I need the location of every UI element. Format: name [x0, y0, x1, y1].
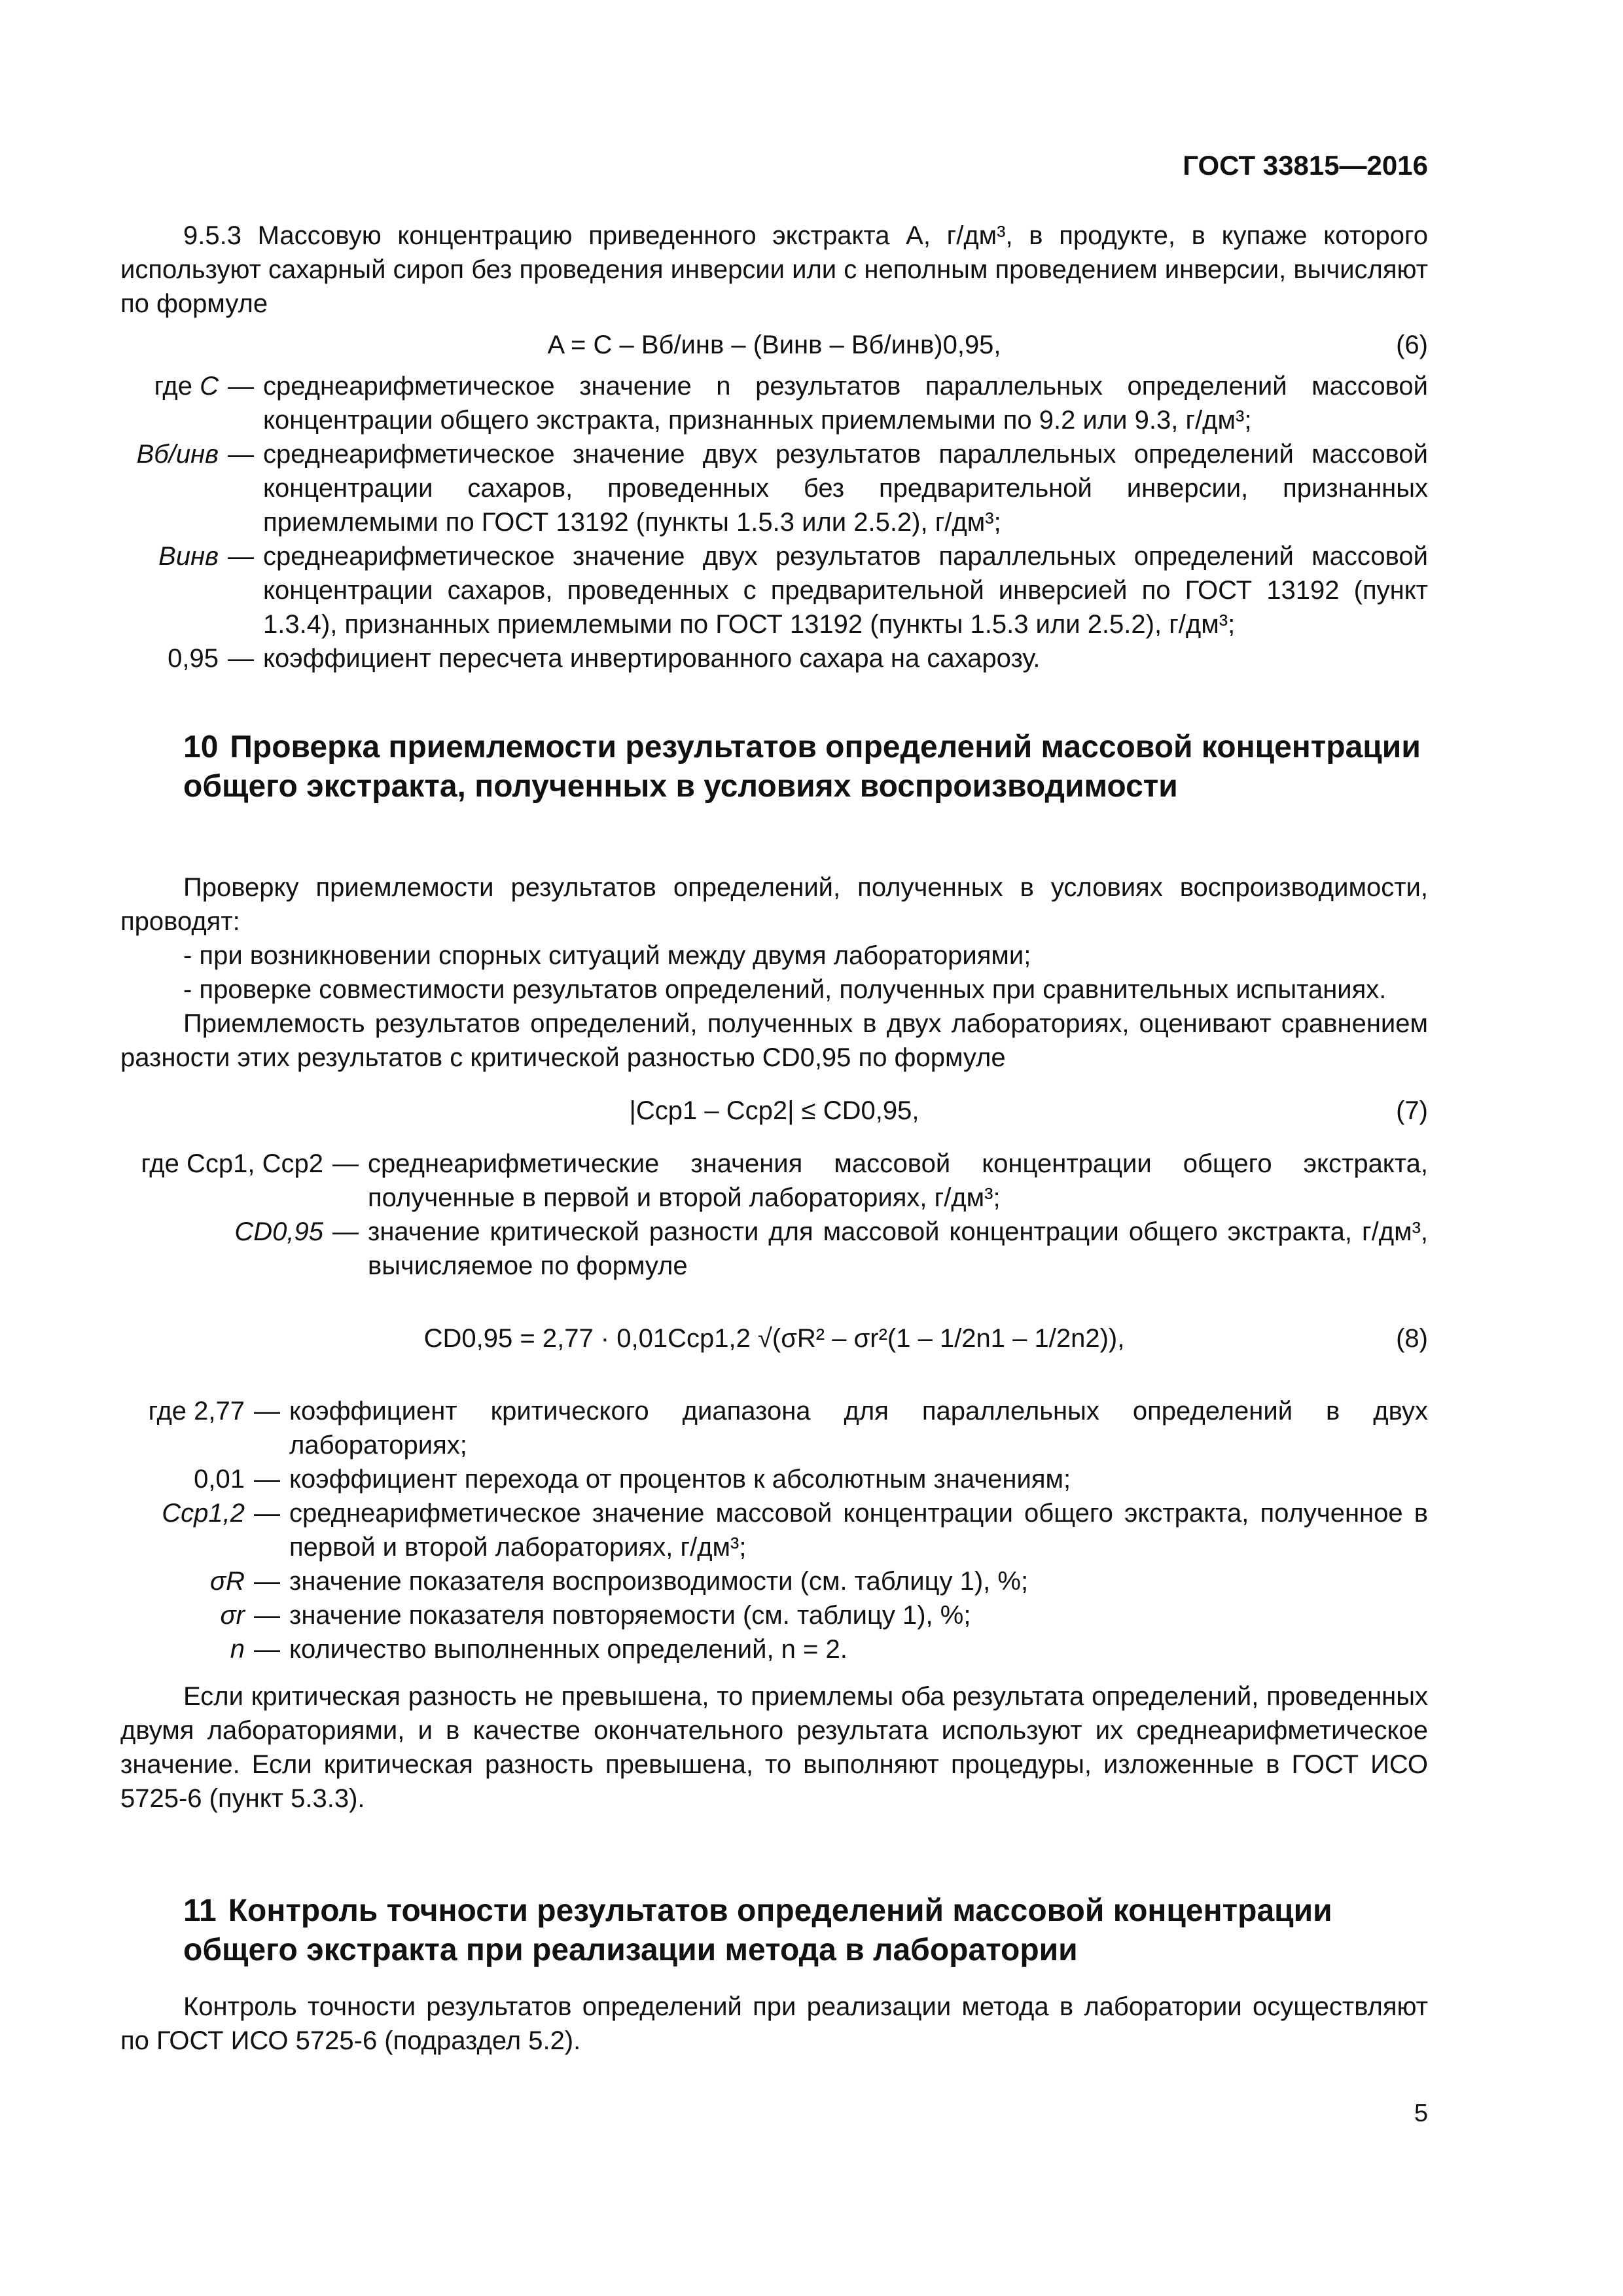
definition-dash: — — [228, 440, 254, 469]
definition-term: где Cср1, Cср2 — [141, 1149, 323, 1178]
section-10-conclusion: Если критическая разность не превышена, то приемлемы оба результата определений, проведенных двумя лабораториями, и в качестве окончательного результата используют их среднеарифметическое значение. Если критическая разность превышена, то выполняют процедуры, изложенные в ГОСТ ИСО 5725-6 (пункт 5.3.3). — [120, 1682, 1428, 1813]
definition-text: коэффициент перехода от процентов к абсолютным значениям; — [289, 1465, 1071, 1494]
definition-row — [120, 437, 1428, 539]
definition-dash: — — [254, 1635, 280, 1664]
definition-term: n — [230, 1635, 245, 1664]
definition-row — [120, 1496, 1428, 1564]
definition-dash: — — [254, 1601, 280, 1630]
section-11 — [120, 1892, 1428, 2058]
formula-6-definitions — [120, 369, 1428, 675]
page-number: 5 — [1414, 2100, 1428, 2127]
section-10-heading: 10 Проверка приемлемости результатов определений массовой концентрации общего экстракта, полученных в условиях воспроизводимости — [183, 730, 1421, 804]
definition-text: среднеарифметическое значение двух результатов параллельных определений массовой концентрации сахаров, проведенных без предварительной инверсии, признанных приемлемыми по ГОСТ 13192 (пункты 1.5.3 или 2.5.2), г/дм³; — [263, 440, 1428, 537]
definition-term: 0,01 — [194, 1465, 245, 1494]
definition-dash: — — [254, 1567, 280, 1596]
definition-dash: — — [254, 1465, 280, 1494]
definition-dash: — — [228, 644, 254, 673]
definition-text: коэффициент пересчета инвертированного сахара на сахарозу. — [263, 644, 1041, 673]
definition-row — [120, 369, 1428, 437]
definition-dash: — — [228, 372, 254, 401]
definition-dash: — — [228, 542, 254, 571]
definition-row — [120, 1598, 1428, 1632]
section-10-compare: Приемлемость результатов определений, полученных в двух лабораториях, оценивают сравнением разности этих результатов с критической разностью CD0,95 по формуле — [120, 1009, 1428, 1072]
definition-term: где C — [154, 372, 219, 401]
definition-text: среднеарифметическое значение n результатов параллельных определений массовой концентрации общего экстракта, признанных приемлемыми по 9.2 или 9.3, г/дм³; — [263, 372, 1428, 435]
definition-term: Bинв — [158, 542, 219, 571]
definition-text: количество выполненных определений, n = 2. — [289, 1635, 847, 1664]
section-11-heading: 11 Контроль точности результатов определений массовой концентрации общего экстракта при реализации метода в лаборатории — [183, 1893, 1332, 1967]
list-item: - при возникновении спорных ситуаций между двумя лабораториями; — [183, 941, 1031, 970]
formula-8 — [120, 1283, 1428, 1394]
definition-text: значение показателя повторяемости (см. таблицу 1), %; — [289, 1601, 971, 1630]
formula-6-expression: A = C – Bб/инв – (Bинв – Bб/инв)0,95, — [547, 331, 1001, 359]
definition-text: значение критической разности для массовой концентрации общего экстракта, г/дм³, вычисляемое по формуле — [368, 1217, 1428, 1280]
formula-7-definitions — [120, 1147, 1428, 1283]
definition-row — [120, 539, 1428, 641]
definition-dash: — — [332, 1217, 359, 1246]
definition-dash: — — [254, 1397, 280, 1426]
definition-term: Bб/инв — [136, 440, 219, 469]
formula-8-definitions — [120, 1394, 1428, 1666]
formula-7-number: (7) — [1396, 1096, 1428, 1125]
definition-text: среднеарифметическое значение двух результатов параллельных определений массовой концентрации сахаров, проведенных с предварительной инверсией по ГОСТ 13192 (пункт 1.3.4), признанных приемлемыми по ГОСТ 13192 (пункты 1.5.3 или 2.5.2), г/дм³; — [263, 542, 1428, 639]
definition-term: CD0,95 — [234, 1217, 323, 1246]
definition-term: σr — [220, 1601, 245, 1630]
definition-term: где 2,77 — [148, 1397, 245, 1426]
definition-row — [120, 1632, 1428, 1666]
definition-term: Cср1,2 — [162, 1499, 245, 1528]
section-11-text: Контроль точности результатов определений при реализации метода в лаборатории осуществляют по ГОСТ ИСО 5725-6 (подраздел 5.2). — [120, 1992, 1428, 2055]
section-10-intro: Проверку приемлемости результатов определений, полученных в условиях воспроизводимости, проводят: — [120, 873, 1428, 936]
formula-8-expression: CD0,95 = 2,77 · 0,01Cср1,2 √(σR² – σr²(1 – 1/2n1 – 1/2n2)), — [423, 1324, 1125, 1353]
definition-row — [120, 1147, 1428, 1215]
section-10-heading-block — [120, 728, 1428, 806]
formula-7-expression: |Cср1 – Cср2| ≤ CD0,95, — [629, 1096, 919, 1125]
definition-row — [120, 1394, 1428, 1462]
definition-text: среднеарифметическое значение массовой концентрации общего экстракта, полученное в первой и второй лабораториях, г/дм³; — [289, 1499, 1428, 1562]
formula-8-number: (8) — [1396, 1324, 1428, 1353]
definition-dash: — — [332, 1149, 359, 1178]
document-id: ГОСТ 33815—2016 — [1183, 150, 1428, 181]
section-9-5-3 — [120, 219, 1428, 675]
definition-text: среднеарифметические значения массовой концентрации общего экстракта, полученные в первой и второй лабораториях, г/дм³; — [368, 1149, 1428, 1212]
section-10-body — [120, 870, 1428, 1816]
list-item: - проверке совместимости результатов определений, полученных при сравнительных испытаниях. — [183, 975, 1387, 1004]
definition-text: коэффициент критического диапазона для параллельных определений в двух лабораториях; — [289, 1397, 1428, 1460]
definition-row — [120, 1462, 1428, 1496]
paragraph-9-5-3: 9.5.3 Массовую концентрацию приведенного экстракта A, г/дм³, в продукте, в купаже которого используют сахарный сироп без проведения инверсии или с неполным проведением инверсии, вычисляют по формуле — [120, 221, 1428, 318]
definition-row — [120, 1564, 1428, 1598]
definition-text: значение показателя воспроизводимости (см. таблицу 1), %; — [289, 1567, 1029, 1596]
formula-6 — [120, 321, 1428, 369]
definition-dash: — — [254, 1499, 280, 1528]
formula-6-number: (6) — [1396, 331, 1428, 359]
formula-7 — [120, 1075, 1428, 1147]
definition-term: 0,95 — [168, 644, 219, 673]
definition-row — [120, 1215, 1428, 1283]
definition-term: σR — [209, 1567, 245, 1596]
definition-row — [120, 641, 1428, 675]
